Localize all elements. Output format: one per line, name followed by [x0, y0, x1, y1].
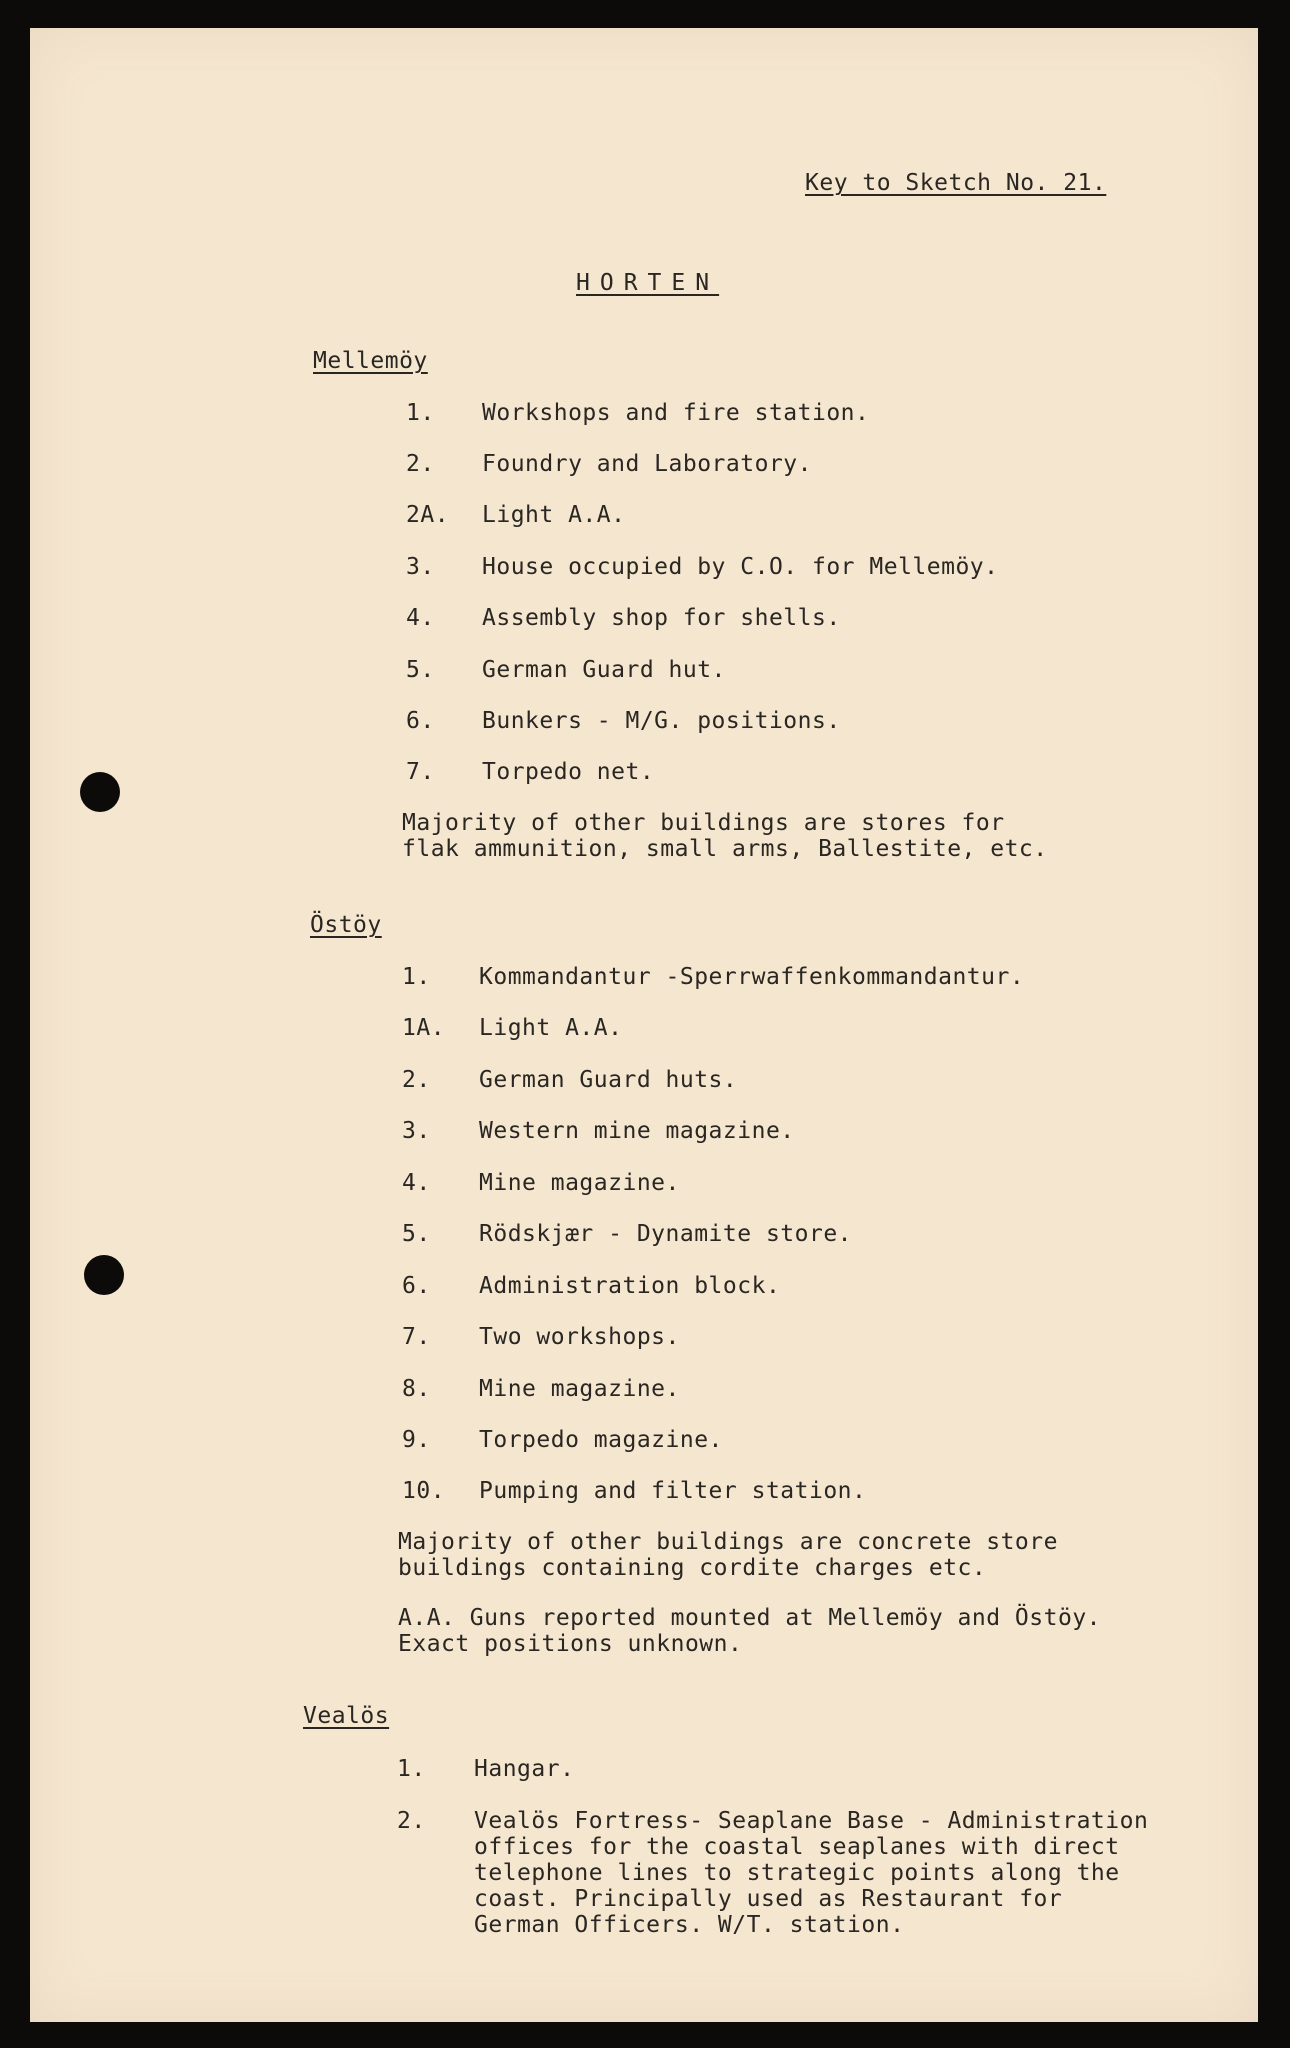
item-text: Rödskjær - Dynamite store.	[479, 1221, 853, 1247]
section-heading: Östöy	[310, 912, 382, 938]
item-number: 4.	[402, 1170, 431, 1196]
item-text: Hangar.	[474, 1756, 575, 1782]
item-number: 2.	[406, 451, 435, 477]
item-text: Bunkers - M/G. positions.	[482, 708, 841, 734]
item-text: Workshops and fire station.	[482, 400, 870, 426]
item-number: 2.	[402, 1067, 431, 1093]
item-number: 5.	[406, 657, 435, 683]
item-number: 8.	[402, 1376, 431, 1402]
punch-hole	[84, 1255, 124, 1295]
item-text: Assembly shop for shells.	[482, 605, 841, 631]
item-text: Two workshops.	[479, 1324, 680, 1350]
item-number: 1.	[406, 400, 435, 426]
item-text: German Guard hut.	[482, 657, 726, 683]
punch-hole	[80, 772, 120, 812]
item-number: 1.	[402, 964, 431, 990]
item-text: Kommandantur -Sperrwaffenkommandantur.	[479, 964, 1025, 990]
item-number: 7.	[402, 1324, 431, 1350]
document-page	[30, 28, 1258, 2022]
item-number: 7.	[406, 759, 435, 785]
item-text: Mine magazine.	[479, 1376, 680, 1402]
item-number: 1.	[397, 1756, 426, 1782]
section-note: Majority of other buildings are stores for flak ammunition, small arms, Ballestite, etc.	[402, 810, 1048, 862]
item-number: 2A.	[406, 502, 450, 528]
item-number: 6.	[406, 708, 435, 734]
page-title: HORTEN	[576, 270, 720, 296]
item-text: German Guard huts.	[479, 1067, 738, 1093]
item-number: 1A.	[402, 1015, 446, 1041]
item-number: 3.	[406, 554, 435, 580]
item-text: Pumping and filter station.	[479, 1478, 867, 1504]
section-note: A.A. Guns reported mounted at Mellemöy and Östöy. Exact positions unknown.	[398, 1605, 1102, 1657]
item-text: Foundry and Laboratory.	[482, 451, 812, 477]
item-number: 6.	[402, 1273, 431, 1299]
item-text: Administration block.	[479, 1273, 781, 1299]
item-number: 4.	[406, 605, 435, 631]
section-note: Majority of other buildings are concrete store buildings containing cordite charges etc.	[398, 1529, 1058, 1581]
item-text: Light A.A.	[482, 502, 626, 528]
section-heading: Vealös	[303, 1703, 390, 1729]
item-number: 5.	[402, 1221, 431, 1247]
item-text: Torpedo magazine.	[479, 1427, 723, 1453]
item-text: House occupied by C.O. for Mellemöy.	[482, 554, 999, 580]
item-text: Vealös Fortress- Seaplane Base - Administration offices for the coastal seaplanes with direct telephone lines to strategic points along the coast. Principally used as Restaurant for German Officers. W/T. station.	[474, 1808, 1149, 1938]
sketch-key-header: Key to Sketch No. 21.	[805, 170, 1107, 196]
item-text: Torpedo net.	[482, 759, 655, 785]
item-text: Light A.A.	[479, 1015, 623, 1041]
item-text: Mine magazine.	[479, 1170, 680, 1196]
item-text: Western mine magazine.	[479, 1118, 795, 1144]
item-number: 3.	[402, 1118, 431, 1144]
section-heading: Mellemöy	[313, 348, 428, 374]
item-number: 2.	[397, 1808, 426, 1834]
item-number: 9.	[402, 1427, 431, 1453]
item-number: 10.	[402, 1478, 446, 1504]
